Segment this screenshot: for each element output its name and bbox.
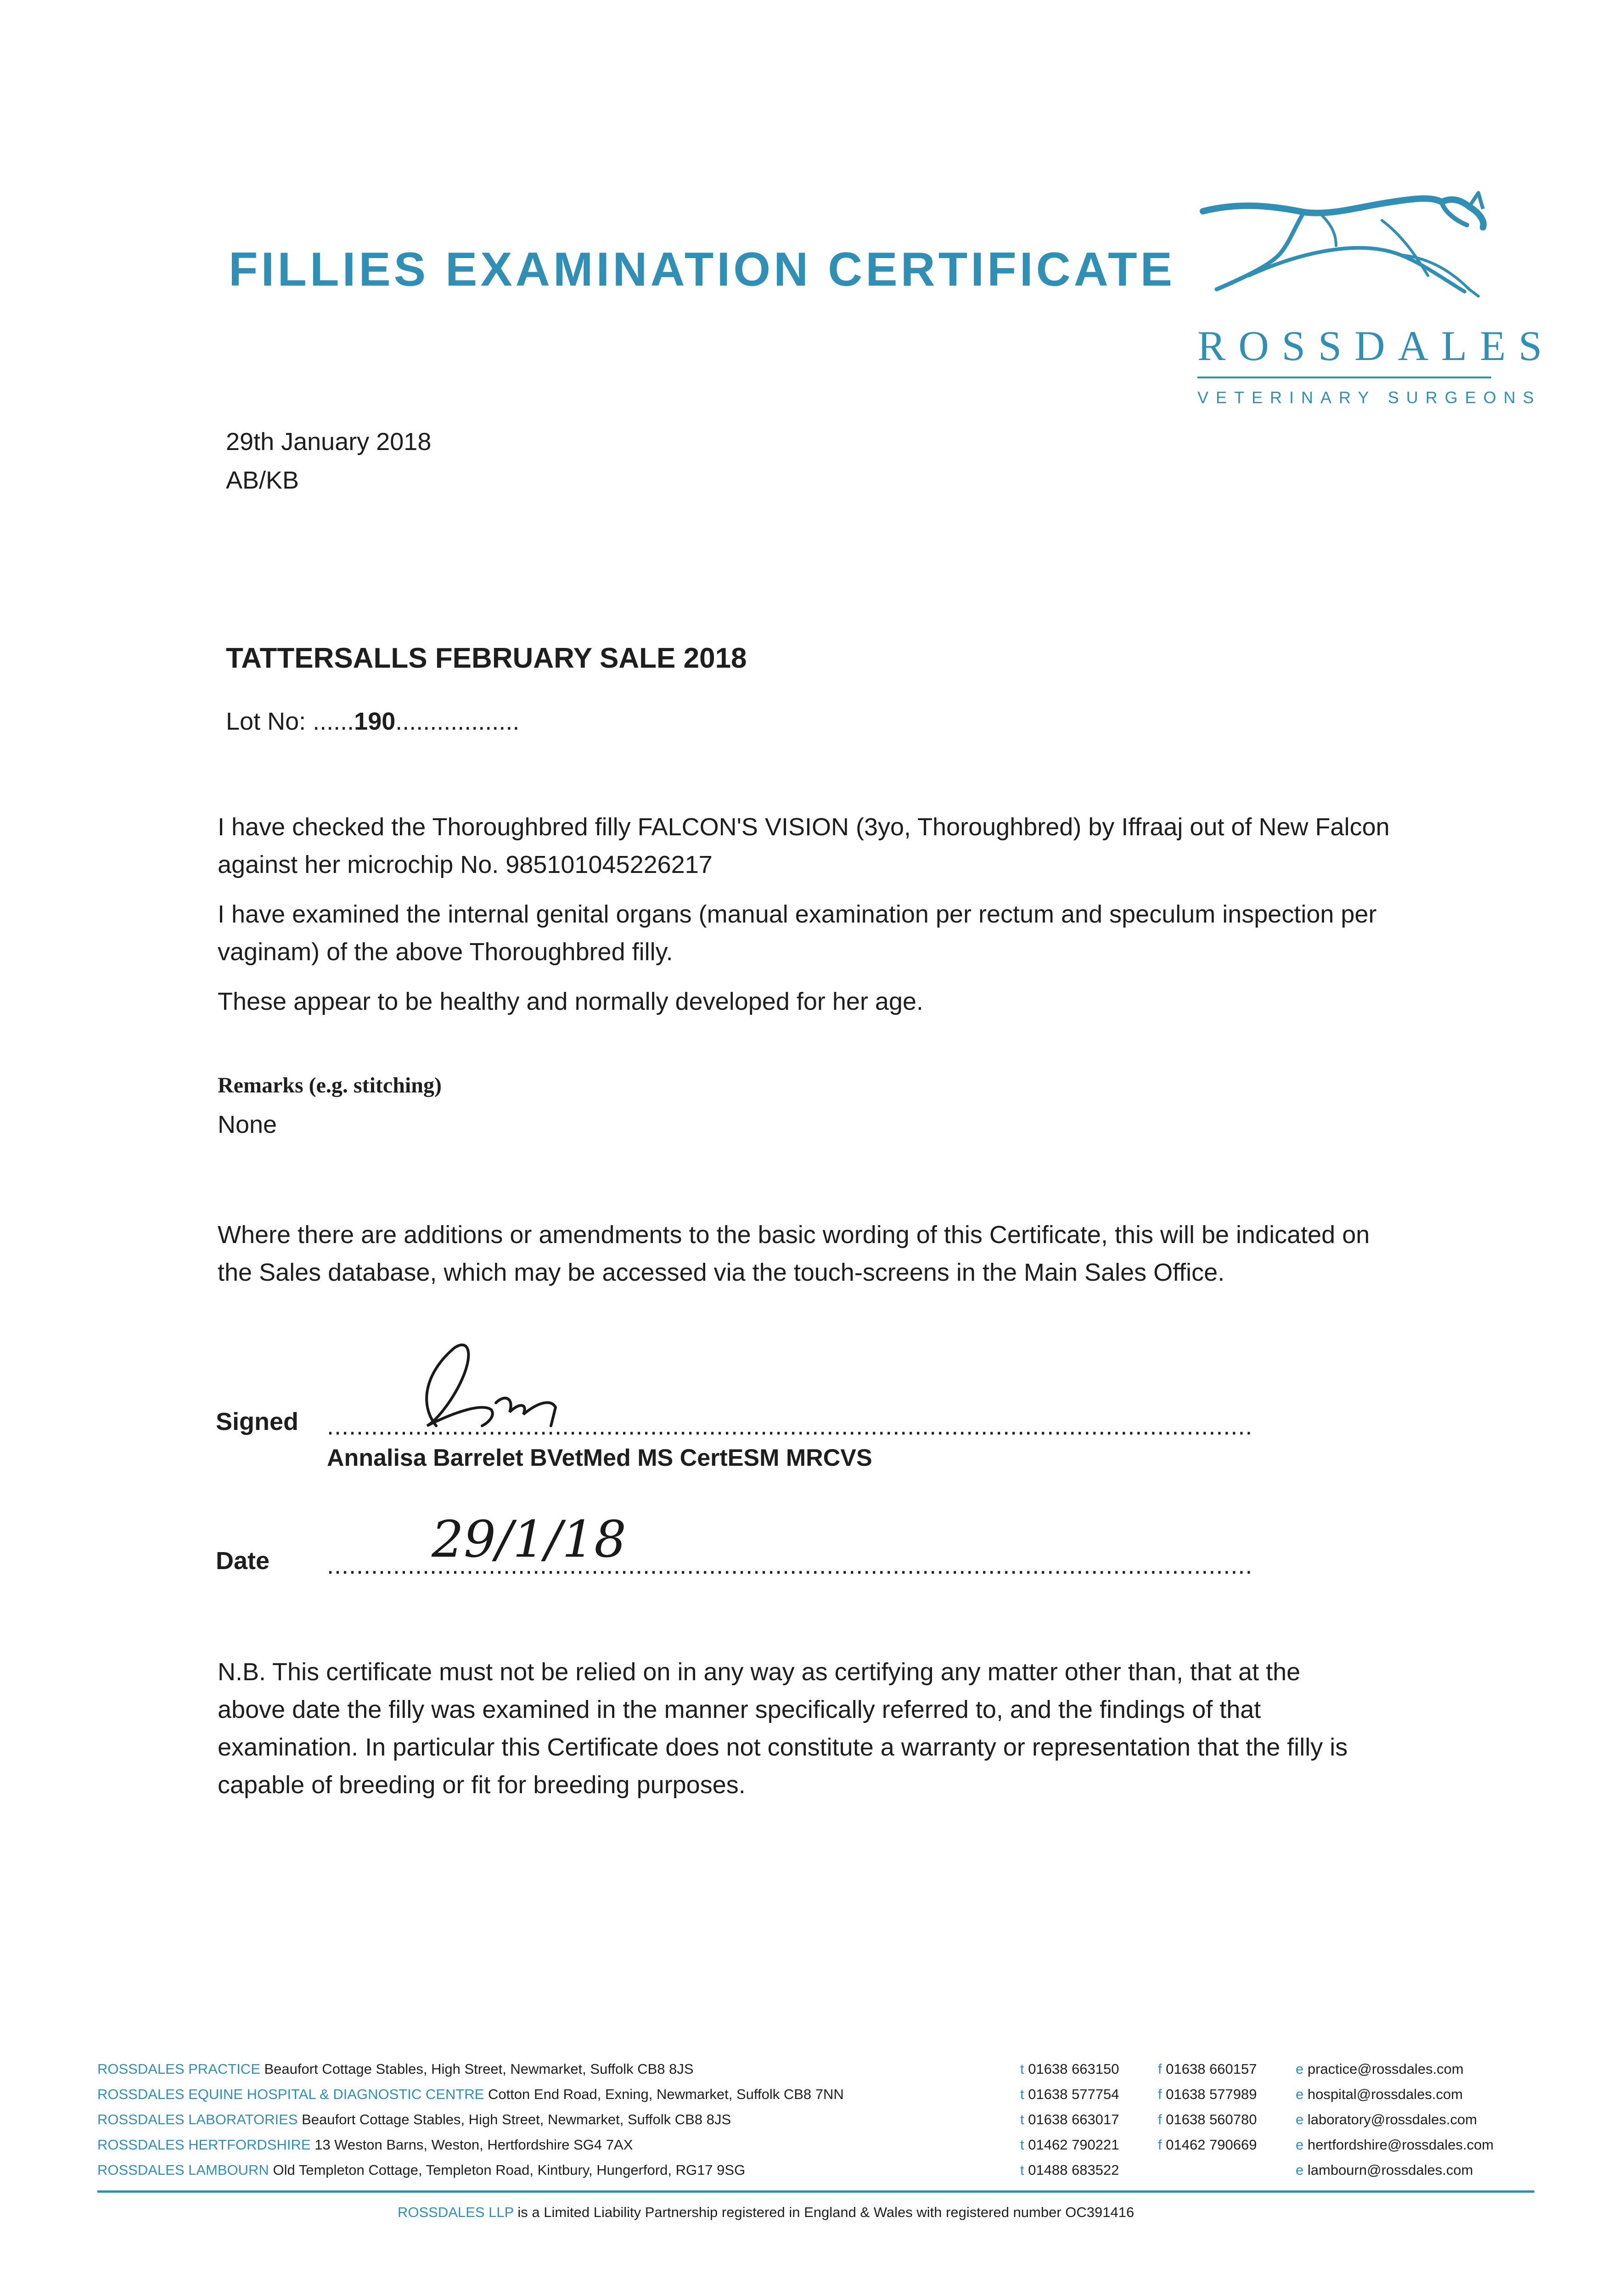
llp-text: is a Limited Liability Partnership registered in England & Wales with registered number OC391416 bbox=[517, 2204, 1134, 2220]
logo-subtitle: VETERINARY SURGEONS bbox=[1197, 388, 1541, 407]
llp-registration bbox=[398, 2204, 1134, 2221]
handwritten-date-text: 29/1/18 bbox=[432, 1510, 627, 1569]
office-email: practice@rossdales.com bbox=[1307, 2061, 1464, 2077]
office-phone: 01462 790221 bbox=[1028, 2137, 1119, 2153]
paragraph-examination: I have examined the internal genital organs (manual examination per rectum and speculum inspection per vaginam) of the above Thoroughbred filly. bbox=[218, 900, 1377, 966]
footer-row: ROSSDALES HERTFORDSHIRE 13 Weston Barns, Weston, Hertfordshire SG4 7AX t 01462 790221 f 01462 790669 e hertfordshire@rossdales.com bbox=[97, 2137, 1494, 2153]
office-name: ROSSDALES PRACTICE bbox=[97, 2061, 260, 2077]
footer-row: ROSSDALES EQUINE HOSPITAL & DIAGNOSTIC CENTRE Cotton End Road, Exning, Newmarket, Suffolk CB8 7NN t 01638 577754 f 01638 577989 e hospital@rossdales.com bbox=[97, 2086, 1463, 2102]
amendments-note: Where there are additions or amendments to the basic wording of this Certificate, this will be indicated on the Sales database, which may be accessed via the touch-screens in the Main Sales Office. bbox=[218, 1221, 1370, 1286]
logo-name: ROSSDALES bbox=[1197, 322, 1555, 369]
logo-divider bbox=[1197, 377, 1491, 378]
certificate-title: FILLIES EXAMINATION CERTIFICATE bbox=[229, 243, 1175, 296]
nb-note: N.B. This certificate must not be relied on in any way as certifying any matter other than, that at the above date the filly was examined in the manner specifically referred to, and the findings of that examination. In particular this Certificate does not constitute a warranty or representation that the filly is capable of breeding or fit for breeding purposes. bbox=[218, 1658, 1348, 1799]
remarks-label: Remarks (e.g. stitching) bbox=[218, 1073, 442, 1097]
llp-name: ROSSDALES LLP bbox=[398, 2204, 514, 2220]
signed-label: Signed bbox=[216, 1408, 299, 1435]
office-phone: 01488 683522 bbox=[1028, 2162, 1119, 2178]
office-fax: 01638 660157 bbox=[1166, 2061, 1257, 2077]
office-name: ROSSDALES HERTFORDSHIRE bbox=[97, 2137, 311, 2153]
footer-row: ROSSDALES PRACTICE Beaufort Cottage Stables, High Street, Newmarket, Suffolk CB8 8JS t 01638 663150 f 01638 660157 e practice@rossdales.com bbox=[97, 2061, 1464, 2077]
office-name: ROSSDALES LABORATORIES bbox=[97, 2111, 298, 2127]
sale-title: TATTERSALLS FEBRUARY SALE 2018 bbox=[226, 642, 747, 674]
office-address: Cotton End Road, Exning, Newmarket, Suffolk CB8 7NN bbox=[488, 2086, 844, 2102]
remarks-value: None bbox=[218, 1111, 277, 1138]
office-email: laboratory@rossdales.com bbox=[1307, 2111, 1477, 2127]
date-label: Date bbox=[216, 1547, 270, 1575]
footer-row: ROSSDALES LABORATORIES Beaufort Cottage Stables, High Street, Newmarket, Suffolk CB8 8JS t 01638 663017 f 01638 560780 e laboratory@rossdales.com bbox=[97, 2111, 1477, 2127]
handwritten-date bbox=[427, 1510, 627, 1575]
paragraph-findings: These appear to be healthy and normally developed for her age. bbox=[218, 988, 924, 1015]
footer-divider bbox=[97, 2190, 1534, 2193]
office-name: ROSSDALES LAMBOURN bbox=[97, 2162, 269, 2178]
signature-line: .............................................................................................................................. bbox=[327, 1412, 1253, 1440]
lot-label: Lot No: bbox=[226, 708, 306, 735]
lot-dots-trailing: .................. bbox=[395, 708, 520, 735]
date-line: .............................................................................................................................. bbox=[327, 1552, 1253, 1579]
rossdales-logo bbox=[1185, 184, 1555, 422]
office-email: hospital@rossdales.com bbox=[1307, 2086, 1463, 2102]
office-address: 13 Weston Barns, Weston, Hertfordshire SG4 7AX bbox=[314, 2137, 633, 2153]
office-phone: 01638 577754 bbox=[1028, 2086, 1119, 2102]
footer-offices bbox=[97, 2056, 1544, 2183]
office-phone: 01638 663150 bbox=[1028, 2061, 1119, 2077]
signature-mark bbox=[399, 1334, 592, 1440]
office-fax: 01638 560780 bbox=[1166, 2111, 1257, 2127]
office-email: hertfordshire@rossdales.com bbox=[1307, 2137, 1494, 2153]
office-email: lambourn@rossdales.com bbox=[1307, 2162, 1473, 2178]
lot-number bbox=[226, 707, 519, 736]
office-address: Old Templeton Cottage, Templeton Road, Kintbury, Hungerford, RG17 9SG bbox=[273, 2162, 746, 2178]
office-fax: 01462 790669 bbox=[1166, 2137, 1257, 2153]
letter-reference: AB/KB bbox=[226, 467, 299, 494]
lot-value: 190 bbox=[354, 708, 396, 735]
office-address: Beaufort Cottage Stables, High Street, Newmarket, Suffolk CB8 8JS bbox=[302, 2111, 731, 2127]
office-name: ROSSDALES EQUINE HOSPITAL & DIAGNOSTIC CENTRE bbox=[97, 2086, 484, 2102]
letter-meta bbox=[226, 422, 431, 500]
office-fax: 01638 577989 bbox=[1166, 2086, 1257, 2102]
lot-dots-leading: ...... bbox=[313, 708, 354, 735]
paragraph-microchip: I have checked the Thoroughbred filly FALCON'S VISION (3yo, Thoroughbred) by Iffraaj out of New Falcon against her microchip No. 985101045226217 bbox=[218, 813, 1390, 878]
office-phone: 01638 663017 bbox=[1028, 2111, 1119, 2127]
signer-name: Annalisa Barrelet BVetMed MS CertESM MRCVS bbox=[327, 1445, 872, 1471]
galloping-horse-icon bbox=[1185, 184, 1506, 321]
letter-date: 29th January 2018 bbox=[226, 428, 432, 456]
footer-row: ROSSDALES LAMBOURN Old Templeton Cottage, Templeton Road, Kintbury, Hungerford, RG17 9SG t 01488 683522 e lambourn@rossdales.com bbox=[97, 2162, 1473, 2178]
office-address: Beaufort Cottage Stables, High Street, Newmarket, Suffolk CB8 8JS bbox=[264, 2061, 694, 2077]
